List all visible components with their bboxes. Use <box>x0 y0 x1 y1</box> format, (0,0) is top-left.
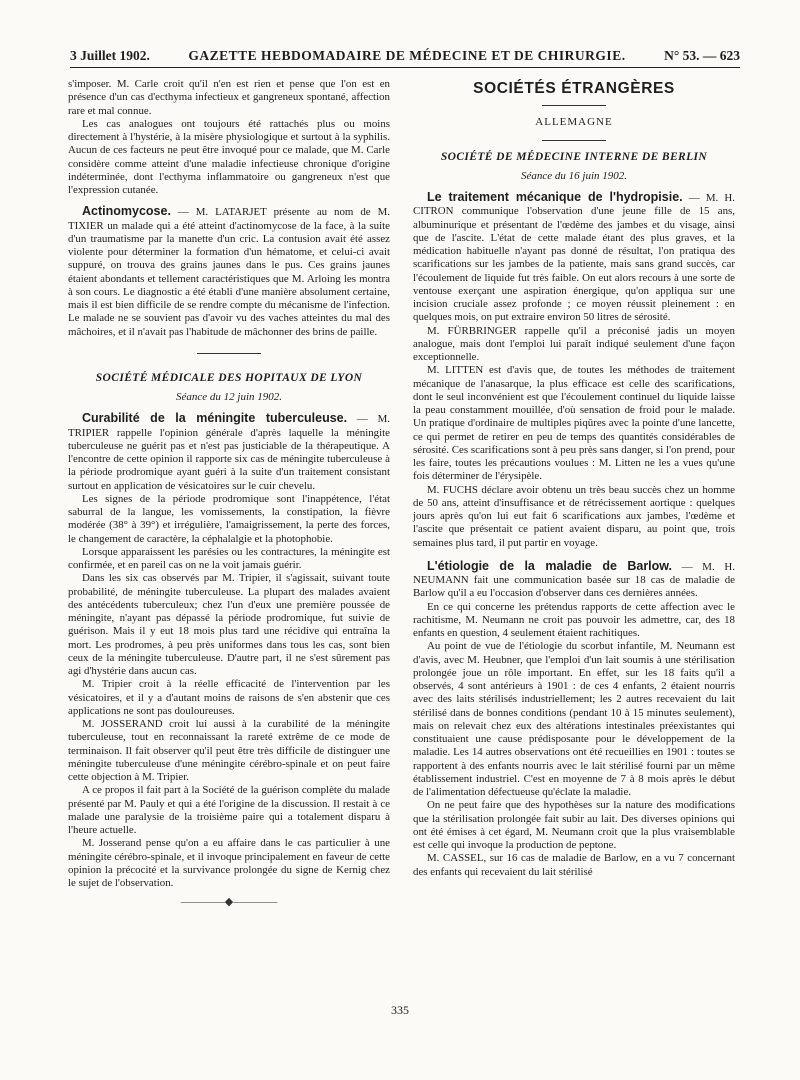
paragraph: M. CASSEL, sur 16 cas de maladie de Barlow, en a vu 7 concernant des enfants qui recevaient du lait stérilisé <box>413 852 735 878</box>
right-column <box>413 78 735 879</box>
paragraph: s'imposer. M. Carle croit qu'il n'en est rien et pense que l'on est en présence d'un cas d'ecthyma infectieux et gangreneux spontané, affection rare et mal connue. <box>68 78 390 117</box>
paragraph: M. FUCHS déclare avoir obtenu un très beau succès chez un homme de 50 ans, atteint d'insuffisance et de rétrécissement aortique : quelques jours après qu'on lui eut fait 6 scarifications aux jambes, l'œdème et l'ascite que présentait ce patient avaient disparu, au point que, trois semaines plus tard, il put partir en voyage. <box>413 483 735 549</box>
country-title: ALLEMAGNE <box>535 116 613 129</box>
paragraph: M. LITTEN est d'avis que, de toutes les méthodes de traitement mécanique de l'anasarque, la plus efficace est celle des scarifications, dont le seul inconvénient est que l'écoulement continuel du liquide laisse la peau constamment mouillée, d'où sensation de froid pour le malade. Un pratique d'ordinaire de multiples piqûres avec la pointe d'une lancette, ce qui permet de retirer en peu de temps des quantités considérables de sérosité. Ces scarifications sont à peu près sans danger, si l'on prend, pour les faire, toutes les précautions voulues : M. Litten ne les a vues qu'une fois déterminer de l'érysipèle. <box>413 364 735 483</box>
article-text: — M. H. NEUMANN fait une communication basée sur 18 cas de maladie de Barlow qu'il a eu l'occasion d'observer dans ces dernières années. <box>413 560 735 600</box>
section-title: SOCIÉTÉ DE MÉDECINE INTERNE DE BERLIN <box>440 150 708 163</box>
article-text: — M. TRIPIER rappelle l'opinion générale d'après laquelle la méningite tuberculeuse ne guérit pas et n'est pas justiciable de la thérapeutique. A l'encontre de cette opinion il rapporte six cas de méningite tuberculeuse à la période prodromique ayant guéri à la suite d'un traitement consistant surtout en application de vésicatoires sur le cuir chevelu. <box>68 413 390 492</box>
paragraph: M. FÜRBRINGER rappelle qu'il a préconisé jadis un moyen analogue, mais dont l'emploi lui paraît indiqué seulement d'une façon exceptionnelle. <box>413 324 735 363</box>
paragraph: Les cas analogues ont toujours été rattachés plus ou moins directement à l'hystérie, à la misère physiologique et surtout à la syphilis. Aucun de ces facteurs ne peut être invoqué pour ce malade, que M. Carle considère comme atteint d'une maladie infectieuse chronique d'origine indéterminée, dont l'ecthyma inflammatoire ou gangreneux n'est que l'expression cutanée. <box>68 117 390 196</box>
session-date: Séance du 16 juin 1902. <box>520 169 627 182</box>
paragraph: Au point de vue de l'étiologie du scorbut infantile, M. Neumann est d'avis, avec M. Heubner, que l'emploi d'un lait soumis à une stérilisation prolongée joue un rôle important. En effet, sur les 18 faits qu'il a observés, 4 sont antérieurs à 1901 : de ces 4 enfants, 2 étaient nourris avec des laits stérilisés industriellement; les 2 autres recevaient du lait stérilisé dans de bonnes conditions (pendant 10 à 15 minutes seulement), mais on relevait chez eux des altérations intestinales préexistantes qui constituaient une cause prédisposante pour le développement de la maladie. Les 14 autres observations ont été recueillies en 1901 : toutes se rapportent à des enfants nourris avec le lait stérilisé fourni par un même établissement industriel. C'est en moyenne de 7 à 8 mois après le début de l'alimentation défectueuse qu'éclate la maladie. <box>413 640 735 798</box>
article-heading: L'étiologie de la maladie de Barlow. <box>427 558 673 573</box>
article-barlow <box>413 560 735 601</box>
article-heading: Le traitement mécanique de l'hydropisie. <box>427 190 683 204</box>
article-heading: Curabilité de la méningite tuberculeuse. <box>82 411 348 426</box>
header-issue-page: N° 53. — 623 <box>664 48 740 63</box>
paragraph: M. Josserand pense qu'on a eu affaire dans le cas particulier à une méningite cérébro-spinale, et il invoque principalement en faveur de cette opinion la précocité et la survivance prolongée du signe de Kernig chez le sujet de l'observation. <box>68 837 390 889</box>
journal-title: GAZETTE HEBDOMADAIRE DE MÉDECINE ET DE CHIRURGIE. <box>188 48 626 63</box>
page-number: 335 <box>391 1003 409 1017</box>
paragraph: On ne peut faire que des hypothèses sur la nature des modifications que la stérilisation prolongée fait subir au lait. Des diverses opinions qui ont été émises à cet égard, M. Neumann croit que la plus vraisemblable est celle qui invoque la production de peptone. <box>413 799 735 851</box>
end-ornament: ————◆———— <box>180 896 278 909</box>
running-header <box>70 38 740 68</box>
section-title: SOCIÉTÉ MÉDICALE DES HOPITAUX DE LYON <box>95 371 363 384</box>
header-date: 3 Juillet 1902. <box>70 48 150 63</box>
left-column <box>68 78 390 910</box>
paragraph: Dans les six cas observés par M. Tripier, il s'agissait, suivant toute probabilité, de méningite tuberculeuse. La plupart des malades avaient des antécédents tuberculeux; chez l'un d'eux une première poussée de méningite, n'ayant pas dépassé la période prodromique, fut suivie de guérison. Mais il y eut 18 mois plus tard une récidive qui entraîna la mort. Les prodromes, à peu près uniformes dans tous les cas, sont bien ceux de la méningite tuberculeuse. D'autre part, il ne s'est sûrement pas agi d'hystérie dans aucun cas. <box>68 572 390 677</box>
session-date: Séance du 12 juin 1902. <box>175 391 282 403</box>
paragraph: M. JOSSERAND croit lui aussi à la curabilité de la méningite tuberculeuse, tout en reconnaissant la rareté extrême de ce mode de terminaison. Il fait observer qu'il peut être très difficile de distinguer une méningite tuberculeuse d'une méningite cérébro-spinale et on peut faire cette objection à M. Tripier. <box>68 718 390 783</box>
article-text: — M. LATARJET présente au nom de M. TIXIER un malade qui a été atteint d'actinomycose de la face, à la suite d'un traumatisme par la manette d'un cric. La contusion avait été assez violente pour déterminer la formation d'un hématome, et celui-ci avait suppuré, on trouva des grains jaunes dans le pus. Ces grains jaunes étaient abondants et tellement caractéristiques que M. Arloing les montra à son cours. Le diagnostic a été établi d'une manière absolument certaine, mais il est bien difficile de se rendre compte du mécanisme de l'infection. Le malade ne se souvient pas d'avoir vu des vaches atteintes du mal des mâchoires, et il n'avait pas l'habitude de mâchonner des brins de paille. <box>68 206 390 338</box>
paragraph: Les signes de la période prodromique sont l'inappétence, l'état saburral de la langue, les vomissements, la constipation, la fièvre modérée (38° à 39°) et irrégulière, l'amaigrissement, la perte des forces, le changement de caractère, la céphalalgie et la photophobie. <box>68 492 390 545</box>
article-text: — M. H. CITRON communique l'observation d'une jeune fille de 15 ans, albuminurique et présentant de l'œdème des jambes et du visage, ainsi que de l'ascite. L'état de cette malade étant des plus graves, et la médication habituelle n'ayant pas donné de résultat, l'on pratiqua des scarifications sur les jambes de la patiente, mais sans grand succès, car l'écoulement de liquide fut très faible. On eut alors recours à une sorte de ventouse exerçant une aspiration énergique, qu'on appliqua sur une incision cruciale assez profonde ; ce moyen réussit pleinement : en quelques mois, on put extraire environ 50 litres de sérosité. <box>413 192 735 324</box>
paragraph: M. Tripier croit à la réelle efficacité de l'intervention par les vésicatoires, et il y a d'autant moins de raisons de s'en abstenir que ces applications ne sont pas douloureuses. <box>68 678 390 717</box>
paragraph: A ce propos il fait part à la Société de la guérison complète du malade présenté par M. Pauly et qui a été l'origine de la discussion. Il restait à ce malade une paralysie de la troisième paire qui a totalement disparu à l'heure actuelle. <box>68 784 390 836</box>
article-curabilite <box>68 412 390 493</box>
article-actinomycose <box>68 205 390 339</box>
paragraph: En ce qui concerne les prétendus rapports de cette affection avec le rachitisme, M. Neumann ne croit pas pouvoir les admettre, car, des 18 enfants en question, 4 seulement étaient rachitiques. <box>413 600 735 639</box>
article-hydropisie <box>413 191 735 325</box>
paragraph: Lorsque apparaissent les parésies ou les contractures, la méningite est confirmée, et en pareil cas on ne la voit jamais guérir. <box>68 545 390 571</box>
main-section-title: SOCIÉTÉS ÉTRANGÈRES <box>473 80 675 97</box>
article-heading: Actinomycose. <box>82 204 171 219</box>
